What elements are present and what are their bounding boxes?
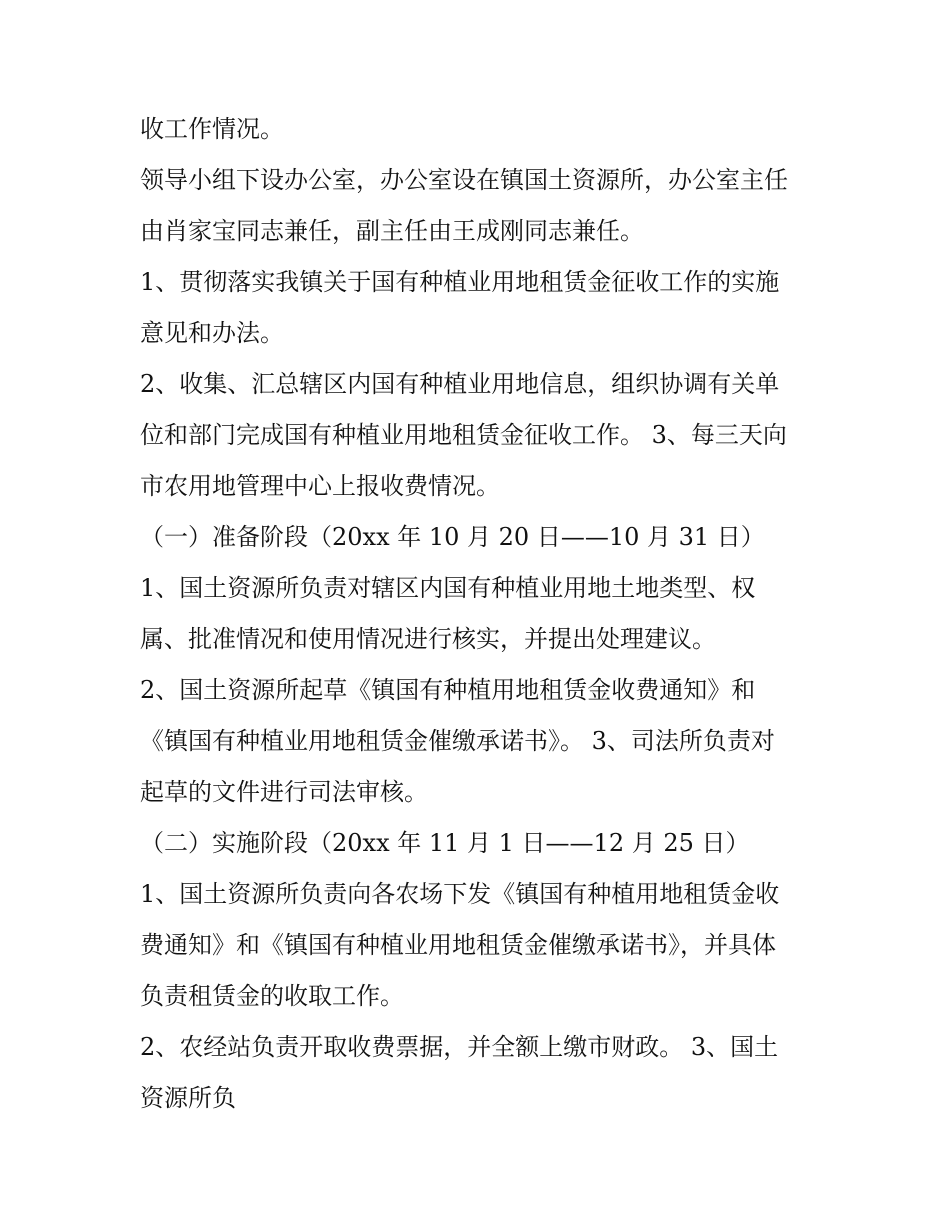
text-line: 属、批准情况和使用情况进行核实，并提出处理建议。 [140, 625, 716, 653]
text-line: 2、国土资源所起草《镇国有种植用地租赁金收费通知》和 [140, 676, 756, 704]
section-heading: （二）实施阶段（20xx 年 11 月 1 日——12 月 25 日） [140, 829, 750, 857]
text-line: 领导小组下设办公室，办公室设在镇国土资源所，办公室主任 [140, 166, 788, 194]
text-line: 收工作情况。 [140, 115, 284, 143]
text-line: 2、农经站负责开取收费票据，并全额上缴市财政。 3、国土 [140, 1033, 779, 1061]
text-line: 1、贯彻落实我镇关于国有种植业用地租赁金征收工作的实施 [140, 268, 780, 296]
text-line: 起草的文件进行司法审核。 [140, 778, 428, 806]
text-line: 资源所负 [140, 1084, 236, 1112]
text-line: 意见和办法。 [140, 319, 284, 347]
text-line: 1、国土资源所负责向各农场下发《镇国有种植用地租赁金收 [140, 880, 780, 908]
text-line: 费通知》和《镇国有种植业用地租赁金催缴承诺书》，并具体 [140, 931, 776, 959]
text-line: 1、国土资源所负责对辖区内国有种植业用地土地类型、权 [140, 574, 756, 602]
text-line: 2、收集、汇总辖区内国有种植业用地信息，组织协调有关单 [140, 370, 780, 398]
text-line: 位和部门完成国有种植业用地租赁金征收工作。 3、每三天向 [140, 421, 787, 449]
text-line: 市农用地管理中心上报收费情况。 [140, 472, 500, 500]
text-line: 负责租赁金的收取工作。 [140, 982, 404, 1010]
section-heading: （一）准备阶段（20xx 年 10 月 20 日——10 月 31 日） [140, 523, 765, 551]
text-line: 《镇国有种植业用地租赁金催缴承诺书》。 3、司法所负责对 [140, 727, 775, 755]
text-line: 由肖家宝同志兼任，副主任由王成刚同志兼任。 [140, 217, 644, 245]
